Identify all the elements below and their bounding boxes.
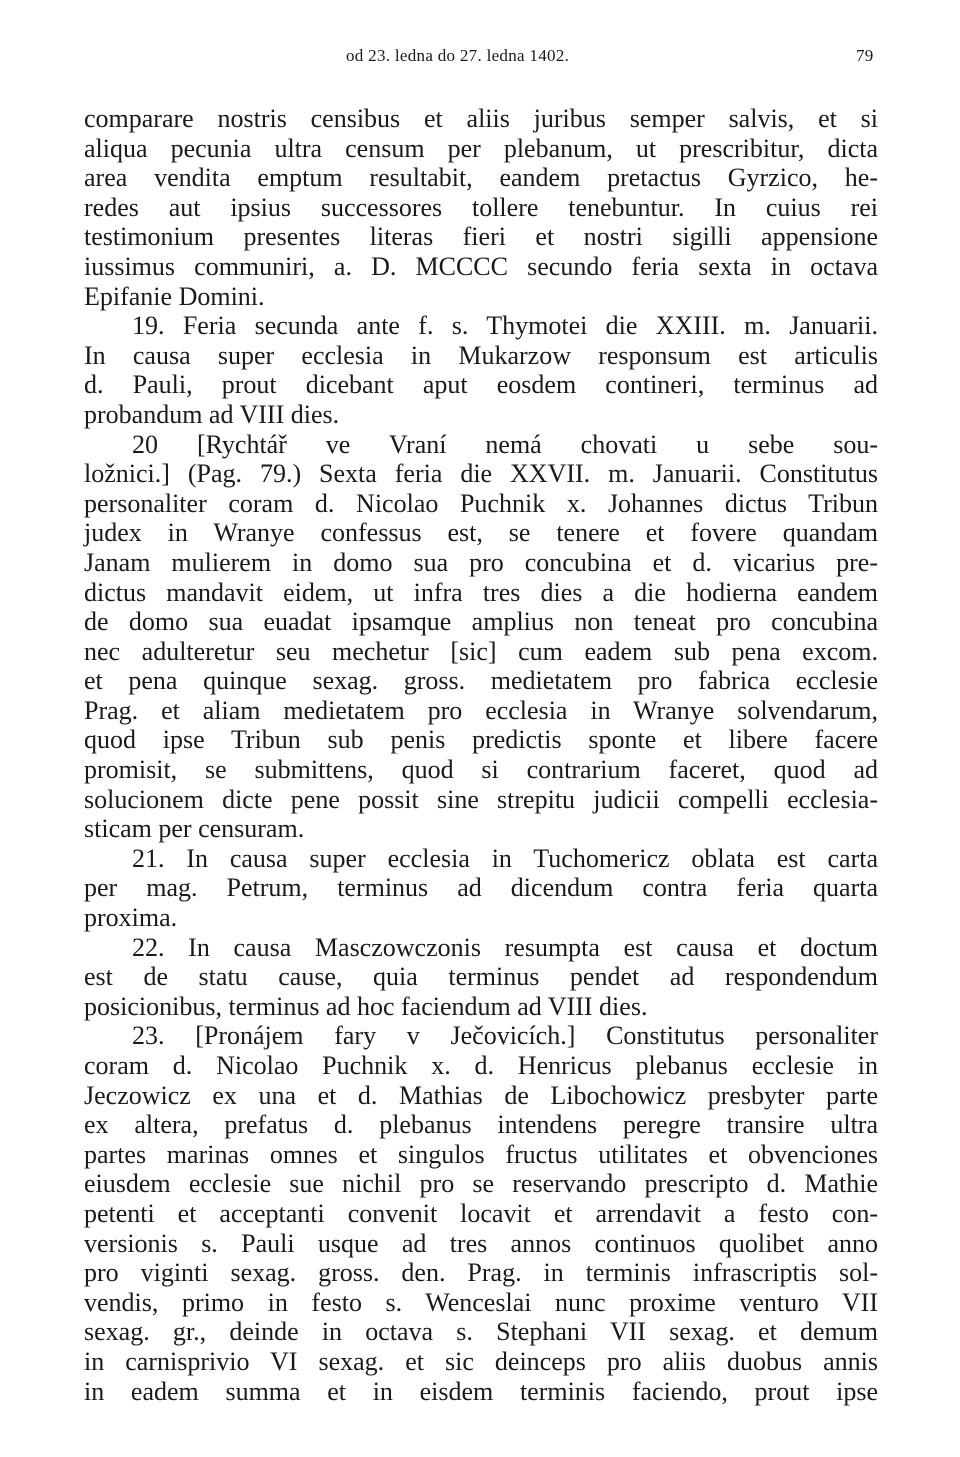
text-line: dictus mandavit eidem, ut infra tres dies a die hodierna eandem (84, 577, 878, 607)
text-line: Jeczowicz ex una et d. Mathias de Libochowicz presbyter parte (84, 1080, 878, 1110)
text-line: 20 [Rychtář ve Vraní nemá chovati u sebe sou- (132, 429, 878, 459)
text-line: iussimus communiri, a. D. MCCCC secundo feria sexta in octava (84, 251, 878, 281)
text-line: est de statu cause, quia terminus pendet ad respondendum (84, 962, 878, 992)
text-line: 22. In causa Masczowczonis resumpta est causa et doctum (132, 932, 878, 962)
text-line: pro viginti sexag. gross. den. Prag. in terminis infrascriptis sol- (84, 1258, 878, 1288)
text-line: nec adulteretur seu mechetur [sic] cum eadem sub pena excom. (84, 636, 878, 666)
running-title: od 23. ledna do 27. ledna 1402. (346, 46, 570, 65)
text-line: ložnici.] (Pag. 79.) Sexta feria die XXVII. m. Januarii. Constitutus (84, 459, 878, 489)
text-line: quod ipse Tribun sub penis predictis sponte et libere facere (84, 725, 878, 755)
text-line: Janam mulierem in domo sua pro concubina et d. vicarius pre- (84, 547, 878, 577)
text-line: posicionibus, terminus ad hoc faciendum ad VIII dies. (84, 991, 648, 1021)
text-line: redes aut ipsius successores tollere tenebuntur. In cuius rei (84, 192, 878, 222)
text-line: petenti et acceptanti convenit locavit et arrendavit a festo con- (84, 1198, 878, 1228)
document-body (84, 104, 878, 1406)
text-line: vendis, primo in festo s. Wenceslai nunc proxime venturo VII (84, 1287, 878, 1317)
text-line: sexag. gr., deinde in octava s. Stephani VII sexag. et demum (84, 1317, 878, 1347)
text-line: sticam per censuram. (84, 814, 305, 844)
text-line: de domo sua euadat ipsamque amplius non teneat pro concubina (84, 607, 878, 637)
text-line: area vendita emptum resultabit, eandem pretactus Gyrzico, he- (84, 163, 878, 193)
text-line: Epifanie Domini. (84, 281, 265, 311)
text-line: eiusdem ecclesie sue nichil pro se reservando prescripto d. Mathie (84, 1169, 878, 1199)
text-line: per mag. Petrum, terminus ad dicendum contra feria quarta (84, 873, 878, 903)
text-line: probandum ad VIII dies. (84, 399, 340, 429)
text-line: aliqua pecunia ultra censum per plebanum, ut prescribitur, dicta (84, 133, 878, 163)
text-line: 21. In causa super ecclesia in Tuchomericz oblata est carta (132, 843, 878, 873)
text-line: promisit, se submittens, quod si contrarium faceret, quod ad (84, 755, 878, 785)
page-number: 79 (856, 46, 874, 65)
text-line: judex in Wranye confessus est, se tenere et fovere quandam (84, 518, 878, 548)
text-line: In causa super ecclesia in Mukarzow responsum est articulis (84, 340, 878, 370)
text-line: d. Pauli, prout dicebant aput eosdem contineri, terminus ad (84, 370, 878, 400)
text-line: testimonium presentes literas fieri et nostri sigilli appensione (84, 222, 878, 252)
text-line: coram d. Nicolao Puchnik x. d. Henricus plebanus ecclesie in (84, 1051, 878, 1080)
text-line: ex altera, prefatus d. plebanus intendens peregre transire ultra (84, 1110, 878, 1140)
text-line: personaliter coram d. Nicolao Puchnik x. Johannes dictus Tribun (84, 488, 878, 518)
text-line: 23. [Pronájem fary v Ječovicích.] Constitutus personaliter (132, 1021, 878, 1051)
text-line: proxima. (84, 903, 178, 933)
text-line: in eadem summa et in eisdem terminis faciendo, prout ipse (84, 1376, 878, 1406)
text-line: et pena quinque sexag. gross. medietatem pro fabrica ecclesie (84, 666, 878, 696)
text-line: comparare nostris censibus et aliis juribus semper salvis, et si (84, 104, 878, 133)
text-line: 19. Feria secunda ante f. s. Thymotei die XXIII. m. Januarii. (132, 311, 878, 341)
text-line: versionis s. Pauli usque ad tres annos continuos quolibet anno (84, 1228, 878, 1258)
text-line: solucionem dicte pene possit sine strepitu judicii compelli ecclesia- (84, 784, 878, 814)
text-line: Prag. et aliam medietatem pro ecclesia in Wranye solvendarum, (84, 695, 878, 725)
text-line: in carnisprivio VI sexag. et sic deinceps pro aliis duobus annis (84, 1346, 878, 1376)
text-line: partes marinas omnes et singulos fructus utilitates et obvenciones (84, 1139, 878, 1169)
